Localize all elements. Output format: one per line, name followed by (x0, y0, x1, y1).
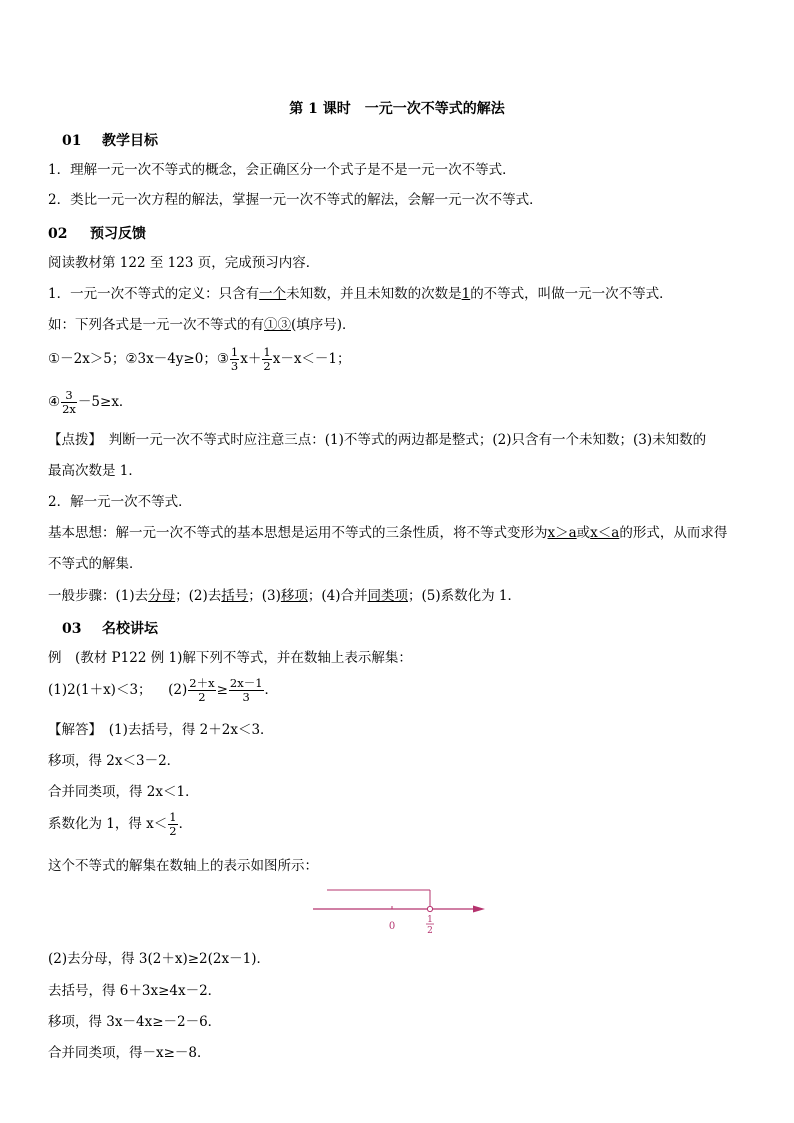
text: 基本思想：解一元一次不等式的基本思想是运用不等式的三条性质，将不等式变形为 (48, 525, 548, 541)
solve-heading: 2．解一元一次不等式． (48, 494, 192, 510)
blank-answer: 括号 (221, 588, 249, 604)
example-heading: 例 (教材 P122 例 1)解下列不等式，并在数轴上表示解集： (48, 650, 412, 666)
blank-answer: 一个 (259, 286, 287, 302)
section-heading-preview (48, 223, 146, 243)
answer-line: 合并同类项，得－x≥－8． (48, 1045, 211, 1061)
text: 一般步骤：(1)去 (48, 588, 149, 604)
axis-arrow-icon (473, 906, 485, 913)
blank-answer: x＞a (547, 525, 577, 541)
example-line (48, 316, 356, 334)
tip-line-2: 最高次数是 1． (48, 463, 142, 479)
text: 的形式，从而求得 (619, 525, 728, 541)
tip-line-1: 【点拨】 判断一元一次不等式时应注意三点：(1)不等式的两边都是整式；(2)只含有一个未知数；(3)未知数的 (48, 432, 707, 448)
blank-answer: x＜a (590, 525, 620, 541)
text: (填序号)． (291, 317, 356, 333)
answer-line: (2)去分母，得 3(2＋x)≥2(2x－1)． (48, 951, 270, 967)
answer-line: 移项，得 2x＜3－2． (48, 753, 181, 769)
text: ≥ (216, 682, 228, 698)
section-number: 01 (62, 133, 82, 149)
text: ；(5)系数化为 1． (408, 588, 522, 604)
text: x＋ (240, 351, 262, 367)
blank-answer: 分母 (148, 588, 176, 604)
goal-item: 1．理解一元一次不等式的概念，会正确区分一个式子是不是一元一次不等式． (48, 162, 516, 178)
answer-line: 这个不等式的解集在数轴上的表示如图所示： (48, 858, 318, 874)
section-label: 名校讲坛 (102, 621, 158, 637)
page-title: 第 1 课时 一元一次不等式的解法 (289, 101, 505, 117)
fraction (61, 389, 77, 416)
numerator: 3 (61, 389, 77, 403)
denominator: 3 (242, 690, 250, 704)
text: x－x＜－1； (272, 351, 351, 367)
denominator: 2 (169, 824, 177, 838)
fraction (188, 677, 215, 704)
general-steps-line (48, 587, 521, 605)
text: 如：下列各式是一元一次不等式的有 (48, 317, 264, 333)
preview-intro: 阅读教材第 122 至 123 页，完成预习内容． (48, 255, 320, 271)
text: 1．一元一次不等式的定义：只含有 (48, 286, 260, 302)
text: ；(2)去 (175, 588, 222, 604)
label-zero: 0 (388, 921, 396, 932)
answer-line (48, 810, 192, 838)
example-questions (48, 676, 278, 704)
question-1: (1)2(1＋x)＜3； (48, 682, 152, 698)
numerator: 1 (169, 810, 177, 824)
denominator: 2x (62, 402, 76, 416)
answer-line: 移项，得 3x－4x≥－2－6． (48, 1014, 222, 1030)
text: 或 (576, 525, 591, 541)
goal-item: 2．类比一元一次方程的解法，掌握一元一次不等式的解法，会解一元一次不等式． (48, 192, 543, 208)
section-heading-goals (62, 130, 158, 150)
open-circle-icon (427, 906, 432, 911)
blank-answer: ①③ (264, 317, 291, 333)
blank-answer: 同类项 (367, 588, 408, 604)
inequality-list-1 (48, 345, 351, 373)
numerator: 2x－1 (229, 676, 263, 690)
blank-answer: 移项 (280, 588, 308, 604)
label-half-denominator: 2 (427, 926, 433, 936)
section-number: 02 (48, 226, 68, 242)
text: (2) (168, 682, 188, 698)
basic-idea-line-2: 不等式的解集． (48, 556, 143, 572)
text: ；(3) (248, 588, 281, 604)
numerator: 1 (263, 345, 271, 359)
section-label: 教学目标 (102, 133, 158, 149)
text: ；(4)合并 (307, 588, 368, 604)
text: ①－2x＞5；②3x－4y≥0；③ (48, 351, 229, 367)
label-half-numerator: 1 (427, 915, 433, 925)
text: 系数化为 1，得 x＜ (48, 816, 168, 832)
text: ． (264, 682, 279, 698)
denominator: 2 (198, 690, 206, 704)
text: 的不等式，叫做一元一次不等式． (470, 286, 673, 302)
answer-line: 【解答】 (1)去括号，得 2＋2x＜3． (48, 722, 274, 738)
numerator: 2＋x (189, 676, 215, 690)
fraction (168, 811, 177, 838)
denominator: 2 (263, 359, 271, 373)
definition-line (48, 285, 673, 303)
fraction (229, 677, 264, 704)
section-heading-lecture (62, 618, 158, 638)
blank-answer: 1 (461, 286, 471, 302)
numerator: 1 (230, 345, 239, 359)
inequality-list-2 (48, 388, 132, 416)
answer-line: 合并同类项，得 2x＜1． (48, 784, 199, 800)
number-line-figure (305, 884, 495, 936)
section-number: 03 (62, 621, 82, 637)
basic-idea-line (48, 524, 727, 542)
fraction (230, 346, 239, 373)
text: 未知数，并且未知数的次数是 (286, 286, 462, 302)
answer-line: 去括号，得 6＋3x≥4x－2． (48, 983, 222, 999)
section-label: 预习反馈 (90, 226, 146, 242)
text: ④ (48, 394, 61, 410)
denominator: 3 (230, 359, 239, 373)
fraction (262, 346, 271, 373)
text: ． (178, 816, 193, 832)
text: －5≥x． (77, 394, 133, 410)
